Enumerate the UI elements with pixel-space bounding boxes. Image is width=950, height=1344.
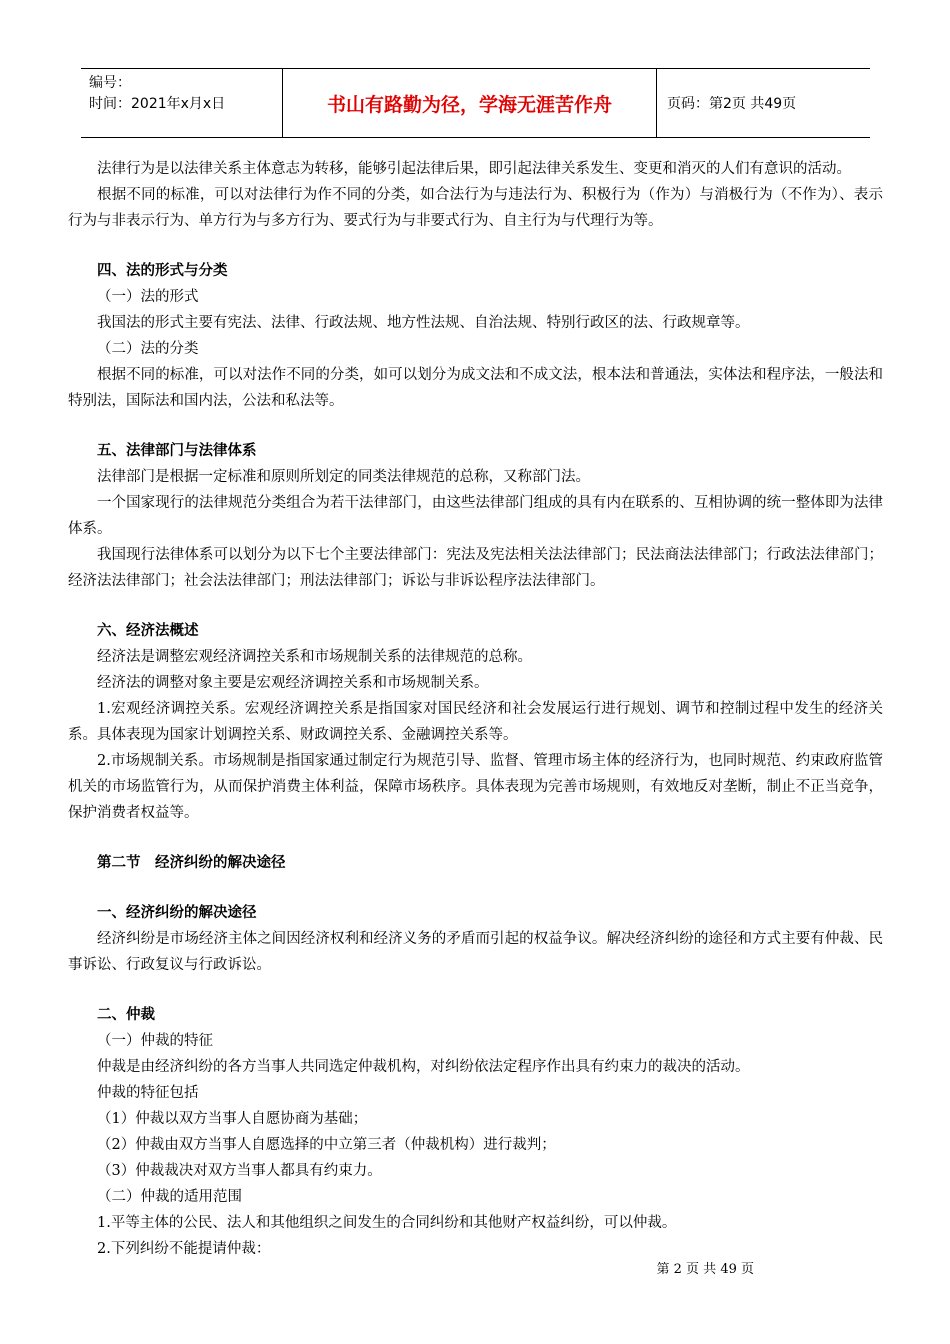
spacer [68, 978, 883, 1002]
paragraph: 我国现行法律体系可以划分为以下七个主要法律部门：宪法及宪法相关法法律部门；民法商法法律部门；行政法法律部门；经济法法律部门；社会法法律部门；刑法法律部门；诉讼与非诉讼程序法法律部门。 [68, 547, 883, 589]
list-item: （1）仲裁以双方当事人自愿协商为基础； [97, 1111, 368, 1127]
section-heading: 二、仲裁 [97, 1007, 155, 1023]
paragraph: 2.市场规制关系。市场规制是指国家通过制定行为规范引导、监督、管理市场主体的经济行为，也同时规范、约束政府监管机关的市场监管行为，从而保护消费主体利益，保障市场秩序。具体表现为完善市场规则，有效地反对垄断，制止不正当竞争，保护消费者权益等。 [68, 753, 883, 821]
list-item: （3）仲裁裁决对双方当事人都具有约束力。 [97, 1163, 382, 1179]
paragraph: 法律行为是以法律关系主体意志为转移，能够引起法律后果，即引起法律关系发生、变更和消灭的人们有意识的活动。 [97, 161, 851, 177]
subsection-heading: （二）仲裁的适用范围 [97, 1189, 242, 1205]
document-body [68, 156, 883, 1262]
paragraph: 经济纠纷是市场经济主体之间因经济权利和经济义务的矛盾而引起的权益争议。解决经济纠纷的途径和方式主要有仲裁、民事诉讼、行政复议与行政诉讼。 [68, 931, 883, 973]
list-item: （2）仲裁由双方当事人自愿选择的中立第三者（仲裁机构）进行裁判； [97, 1137, 556, 1153]
paragraph: 1.宏观经济调控关系。宏观经济调控关系是指国家对国民经济和社会发展运行进行规划、调节和控制过程中发生的经济关系。具体表现为国家计划调控关系、财政调控关系、金融调控关系等。 [68, 701, 883, 743]
spacer [68, 826, 883, 850]
spacer [68, 876, 883, 900]
document-time-label: 时间：2021年x月x日 [89, 96, 226, 112]
paragraph: 我国法的形式主要有宪法、法律、行政法规、地方性法规、自治法规、特别行政区的法、行政规章等。 [97, 315, 750, 331]
chapter-section-title: 第二节 经济纠纷的解决途径 [97, 855, 286, 871]
paragraph: 法律部门是根据一定标准和原则所划定的同类法律规范的总称，又称部门法。 [97, 469, 590, 485]
header-meta [81, 69, 283, 137]
section-heading: 六、经济法概述 [97, 623, 199, 639]
section-heading: 一、经济纠纷的解决途径 [97, 905, 257, 921]
page-header [81, 68, 870, 138]
paragraph: 经济法的调整对象主要是宏观经济调控关系和市场规制关系。 [97, 675, 489, 691]
header-page-info: 页码：第2页 共49页 [667, 96, 797, 112]
paragraph: 仲裁是由经济纠纷的各方当事人共同选定仲裁机构，对纠纷依法定程序作出具有约束力的裁决的活动。 [97, 1059, 750, 1075]
paragraph: 根据不同的标准，可以对法律行为作不同的分类，如合法行为与违法行为、积极行为（作为）与消极行为（不作为）、表示行为与非表示行为、单方行为与多方行为、要式行为与非要式行为、自主行为与代理行为等。 [68, 187, 883, 229]
list-item: 1.平等主体的公民、法人和其他组织之间发生的合同纠纷和其他财产权益纠纷，可以仲裁。 [97, 1215, 677, 1231]
subsection-heading: （二）法的分类 [97, 341, 199, 357]
document-number-label: 编号： [89, 75, 131, 91]
section-heading: 五、法律部门与法律体系 [97, 443, 257, 459]
header-motto: 书山有路勤为径，学海无涯苦作舟 [283, 69, 657, 137]
spacer [68, 234, 883, 258]
paragraph: 仲裁的特征包括 [97, 1085, 199, 1101]
subsection-heading: （一）仲裁的特征 [97, 1033, 213, 1049]
paragraph: 一个国家现行的法律规范分类组合为若干法律部门，由这些法律部门组成的具有内在联系的、互相协调的统一整体即为法律体系。 [68, 495, 883, 537]
section-heading: 四、法的形式与分类 [97, 263, 228, 279]
spacer [68, 414, 883, 438]
paragraph: 根据不同的标准，可以对法作不同的分类，如可以划分为成文法和不成文法，根本法和普通法，实体法和程序法，一般法和特别法，国际法和国内法，公法和私法等。 [68, 367, 883, 409]
spacer [68, 594, 883, 618]
page-footer: 第 2 页 共 49 页 [656, 1262, 754, 1277]
paragraph: 经济法是调整宏观经济调控关系和市场规制关系的法律规范的总称。 [97, 649, 532, 665]
subsection-heading: （一）法的形式 [97, 289, 199, 305]
list-item: 2.下列纠纷不能提请仲裁： [97, 1241, 271, 1257]
